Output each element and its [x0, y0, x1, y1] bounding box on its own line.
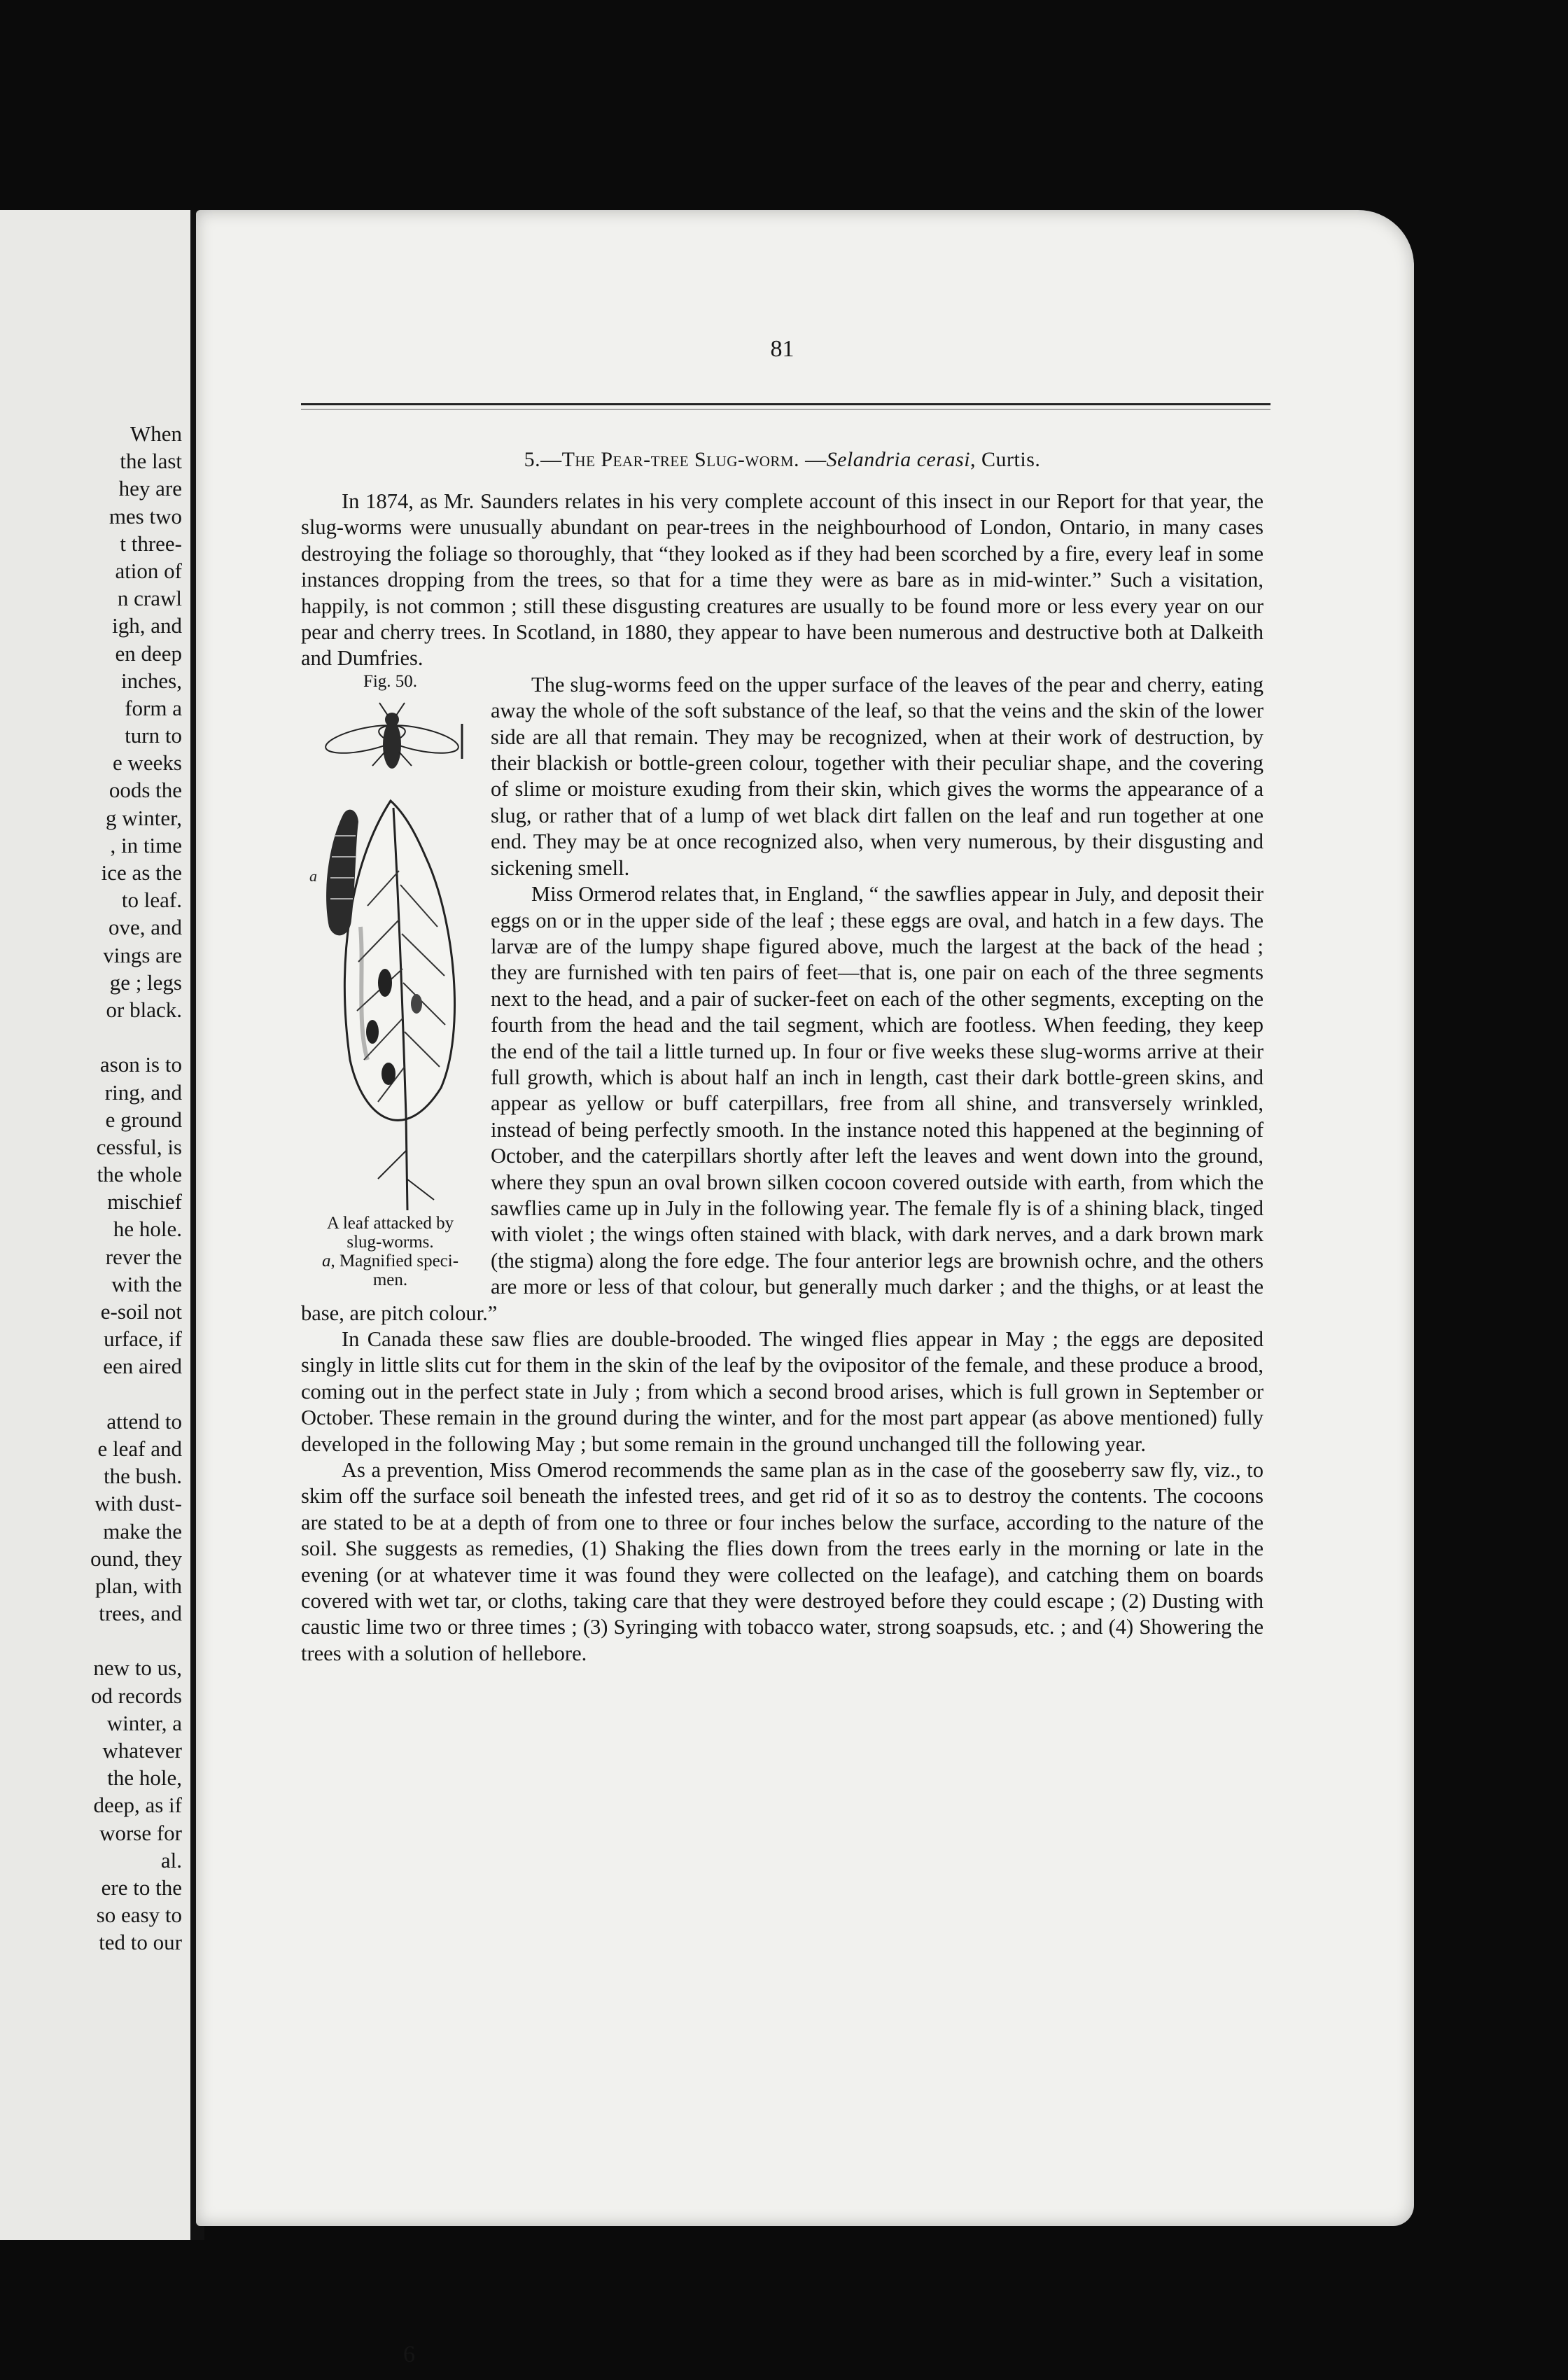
left-page-line: the bush.	[104, 1464, 182, 1489]
left-page-line: so easy to	[96, 1903, 182, 1928]
signature-mark: 6	[403, 2342, 415, 2367]
left-page-text-column	[14, 420, 182, 1956]
left-page-line: , in time	[110, 832, 182, 858]
left-page-line: mes two	[108, 503, 182, 528]
left-page-line: e-soil not	[100, 1299, 182, 1324]
left-page-line: ge ; legs	[109, 969, 182, 995]
left-page-line: hey are	[118, 476, 182, 501]
heading-number: 5.—	[524, 448, 562, 471]
left-page-line: ere to the	[101, 1875, 182, 1900]
left-page-line: make the	[103, 1518, 182, 1544]
left-page-line: trees, and	[99, 1601, 182, 1626]
figure-label: Fig. 50.	[363, 671, 418, 691]
left-page-line	[14, 1023, 182, 1051]
sawfly-drawing	[323, 703, 462, 769]
left-page-line: to leaf.	[121, 888, 182, 913]
figure-50	[301, 672, 479, 1289]
left-page-line: rever the	[105, 1244, 182, 1269]
caption-line-3	[301, 1252, 479, 1270]
left-page-line: the hole,	[107, 1765, 182, 1791]
left-page-line: whatever	[102, 1738, 182, 1763]
left-page-line: ound, they	[90, 1546, 182, 1571]
left-page-line: new to us,	[93, 1656, 182, 1681]
left-page-line: oods the	[108, 778, 182, 803]
left-facing-page	[0, 210, 190, 2240]
left-page-line: ted to our	[99, 1930, 182, 1955]
leaf-drawing	[344, 801, 454, 1210]
left-page-line: n crawl	[117, 586, 182, 611]
left-page-line: mischief	[107, 1189, 182, 1214]
left-page-line: with the	[111, 1271, 182, 1296]
left-page-line: with dust-	[94, 1491, 182, 1516]
left-page-line: or black.	[106, 997, 182, 1022]
paragraph-1: In 1874, as Mr. Saunders relates in his very complete account of this insect in our Report for that year, the slug-worms were unusually abundant on pear-trees in the neighbourhood of London, Ontario, in many cases destroying the foliage so thoroughly, that “they looked as if they had been scorched by a fire, every leaf in some instances dropping from the trees, so that for a time they were as bare as in mid-winter.” Such a visitation, happily, is not common ; still these disgusting creatures are usually to be found more or less every year on our pear and cherry trees. In Scotland, in 1880, they appear to have been numerous and destructive both at Dalkeith and Dumfries.	[301, 489, 1264, 671]
left-page-line: urface, if	[104, 1326, 182, 1352]
left-page-line: igh, and	[112, 613, 182, 638]
paragraph-3: Miss Ormerod relates that, in England, “ the sawflies appear in July, and deposit their eggs on or in the upper side of the leaf ; these eggs are oval, and hatch in a few days. The larvæ are of the lumpy shape figured above, much the largest at the back of the head ; they are furnished with ten pairs of feet—that is, one pair on each of the three segments next to the head, and a pair of sucker-feet on each of the other segments, excepting on the fourth from the head and the tail segment, which are footless. When feeding, they keep the end of the tail a little turned up. In four or five weeks these slug-worms arrive at their full growth, which is about half an inch in length, cast their dark bottle-green skins, and appear as yellow or buff caterpillars, free from all shine, and transversely wrinkled, instead of being perfectly smooth. In the instance noted this happened at the beginning of October, and the caterpillars shortly after left the leaves and went down into the ground, where they spun an oval brown silken cocoon covered outside with earth, from which the sawflies came up in July in the following year. The female fly is of a shining black, tinged with violet ; the wings often stained with black, with dark nerves, and a dark brown mark (the stigma) along the fore edge. The four anterior legs are brownish ochre, and the others are more or less of that colour, but generally much darker ; and the thighs, or at least the base, are pitch colour.”	[301, 882, 1264, 1325]
left-page-line: When	[130, 421, 182, 446]
header-rule	[301, 403, 1270, 405]
left-page-line: e weeks	[113, 750, 182, 776]
heading-author: , Curtis.	[970, 448, 1041, 471]
left-page-line: en deep	[115, 640, 182, 666]
left-page-line: he hole.	[113, 1217, 182, 1242]
leaf-illustration	[301, 696, 479, 1214]
left-page-line: e ground	[105, 1107, 182, 1132]
left-page-line: winter, a	[106, 1710, 182, 1735]
left-page-line	[14, 1380, 182, 1408]
left-page-line: form a	[125, 695, 182, 720]
left-page-line: t three-	[120, 531, 182, 556]
paragraph-4: In Canada these saw flies are double-brooded. The winged flies appear in May ; the eggs are deposited singly in little slits cut for them in the skin of the leaf by the ovipositor of the female, and these produce a brood, coming out in the perfect state in July ; from which a second brood arises, which is full grown in September or October. These remain in the ground during the winter, and for the most part appear (as above mentioned) fully developed in the following May ; but some remain in the ground unchanged till the following year.	[301, 1327, 1264, 1456]
paragraph-2: The slug-worms feed on the upper surface of the leaves of the pear and cherry, eating away the whole of the soft substance of the leaf, so that the veins and the skin of the lower side are all that remain. They may be recognized, when at their work of destruction, by their blackish or bottle-green colour, together with their peculiar shape, and the covering of slime or moisture exuding from their skin, which gives the worms the appearance of a slug, or rather that of a lump of wet black dirt fallen on the leaf and run together at one end. They may be at once recognized also, when very numerous, by their disgusting and sickening smell.	[491, 672, 1264, 880]
header-rule-thin	[301, 409, 1270, 410]
left-page-line: ove, and	[108, 915, 182, 940]
figure-caption	[301, 1214, 479, 1289]
left-page-line: cessful, is	[96, 1134, 182, 1159]
left-page-line: ation of	[115, 558, 182, 583]
left-page-line: ason is to	[99, 1052, 182, 1077]
left-page-line: the whole	[97, 1162, 182, 1187]
left-page-line: al.	[160, 1847, 182, 1872]
caption-line-1: A leaf attacked by	[326, 1213, 454, 1233]
left-page-line: deep, as if	[93, 1793, 182, 1818]
caption-line-2: slug-worms.	[346, 1232, 434, 1252]
figure-marker: a	[309, 867, 317, 885]
heading-dash: —	[799, 448, 827, 471]
heading-title: The Pear-tree Slug-worm.	[561, 448, 800, 471]
body-text	[301, 489, 1264, 1667]
left-page-line: g winter,	[106, 805, 182, 830]
left-page-line: ice as the	[101, 860, 182, 885]
left-page-line: een aired	[103, 1354, 182, 1379]
left-page-line: plan, with	[95, 1573, 182, 1598]
caption-line-4: men.	[372, 1270, 408, 1289]
page-number: 81	[770, 336, 794, 362]
left-page-line: vings are	[103, 942, 182, 967]
left-page-line: od records	[91, 1683, 182, 1708]
left-page-line: turn to	[125, 723, 182, 748]
left-page-line: attend to	[106, 1408, 182, 1434]
left-page-line: worse for	[99, 1820, 182, 1845]
left-page-line: the last	[120, 449, 182, 474]
left-page-line: inches,	[121, 668, 182, 693]
magnified-larva-drawing	[309, 809, 358, 935]
caption-line-3-text: , Magnified speci-	[330, 1251, 459, 1270]
left-page-line: e leaf and	[97, 1436, 182, 1461]
caption-marker: a	[321, 1251, 331, 1270]
left-page-line: ring, and	[104, 1079, 182, 1105]
left-page-line	[14, 1627, 182, 1654]
paragraph-5: As a prevention, Miss Omerod recommends the same plan as in the case of the gooseberry saw fly, viz., to skim off the surface soil beneath the infested trees, and get rid of it so as to destroy the contents. The cocoons are stated to be at a depth of from one to three or four inches below the surface, according to the nature of the soil. She suggests as remedies, (1) Shaking the flies down from the trees early in the morning or late in the evening (or at whatever time it was found they were collected on the leafage), and catching them on boards covered with wet tar, or cloths, taking care that they were destroyed before they could escape ; (2) Dusting with caustic lime two or three times ; (3) Syringing with tobacco water, strong soapsuds, etc. ; and (4) Showering the trees with a solution of hellebore.	[301, 1458, 1264, 1665]
heading-latin-name: Selandria cerasi	[826, 448, 971, 471]
section-heading	[301, 448, 1264, 472]
